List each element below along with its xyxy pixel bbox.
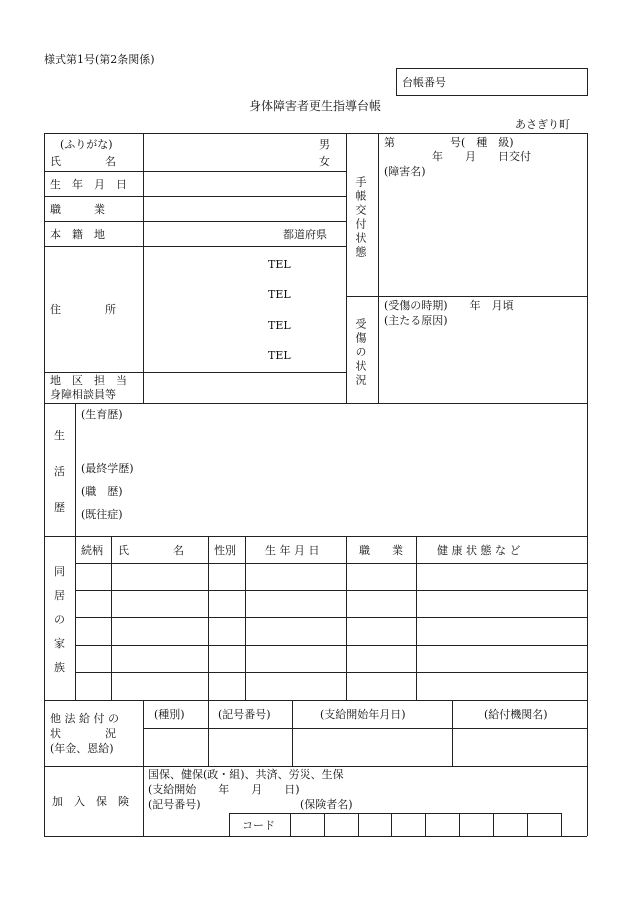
benefits-header-start-date: (支給開始年月日) xyxy=(320,708,406,721)
insurance-number-label: (記号番号) xyxy=(148,798,201,811)
sex-male[interactable]: 男 xyxy=(319,138,330,151)
family-label-3: の xyxy=(54,613,65,626)
form-number: 様式第1号(第2条関係) xyxy=(44,53,155,66)
life-history-label-1: 生 xyxy=(54,429,65,442)
family-label-4: 家 xyxy=(54,637,65,650)
domicile-label: 本 籍 地 xyxy=(50,228,105,241)
family-header-occupation: 職 業 xyxy=(359,544,403,557)
education-label: (最終学歴) xyxy=(81,462,134,475)
address-field[interactable] xyxy=(145,248,344,370)
family-label-2: 居 xyxy=(54,589,65,602)
address-label: 住 所 xyxy=(50,303,116,316)
code-label: コード xyxy=(242,819,275,832)
handbook-number-line: 第 号( 種 級) xyxy=(384,136,514,149)
disability-name-label: (障害名) xyxy=(384,165,426,178)
tel-label-2: TEL xyxy=(268,288,291,301)
benefits-label-1: 他 法 給 付 の xyxy=(50,712,119,725)
name-label: 氏 名 xyxy=(50,155,116,168)
family-label-5: 族 xyxy=(54,661,65,674)
insurance-label: 加 入 保 険 xyxy=(52,795,129,808)
tel-label-1: TEL xyxy=(268,258,291,271)
family-row[interactable] xyxy=(76,673,586,699)
injury-time-label: (受傷の時期) 年 月頃 xyxy=(384,299,514,312)
benefits-header-type: (種別) xyxy=(154,708,185,721)
tel-label-4: TEL xyxy=(268,349,291,362)
family-header-health: 健 康 状 態 な ど xyxy=(437,544,521,557)
insurance-start-date: (支給開始 年 月 日) xyxy=(148,783,300,796)
injury-field[interactable] xyxy=(380,330,585,401)
occupation-label: 職 業 xyxy=(50,203,105,216)
benefits-header-number: (記号番号) xyxy=(218,708,271,721)
occupation-field[interactable] xyxy=(145,198,344,219)
family-header-name: 氏 名 xyxy=(118,544,184,557)
handbook-issue-date: 年 月 日交付 xyxy=(432,150,531,163)
benefits-label-3: (年金、恩給) xyxy=(50,742,114,755)
benefits-row[interactable] xyxy=(144,729,586,765)
family-row[interactable] xyxy=(76,591,586,616)
benefits-label-2: 状 況 xyxy=(50,727,116,740)
handbook-field[interactable] xyxy=(380,180,585,294)
career-label: (職 歴) xyxy=(81,485,123,498)
benefits-header-agency: (給付機関名) xyxy=(484,708,548,721)
town-name: あさぎり町 xyxy=(515,118,570,131)
insurer-name-label: (保険者名) xyxy=(300,798,353,811)
sex-female[interactable]: 女 xyxy=(319,155,330,168)
family-row[interactable] xyxy=(76,646,586,671)
birth-date-field[interactable] xyxy=(145,173,344,194)
name-field[interactable] xyxy=(145,135,310,169)
life-history-field[interactable] xyxy=(150,405,585,534)
family-row[interactable] xyxy=(76,564,586,589)
family-row[interactable] xyxy=(76,618,586,644)
document-title: 身体障害者更生指導台帳 xyxy=(248,99,381,113)
insurance-types: 国保、健保(政・組)、共済、労災、生保 xyxy=(148,768,344,781)
upbringing-label: (生育歴) xyxy=(81,408,123,421)
counselor-label: 身障相談員等 xyxy=(50,388,116,401)
furigana-label: (ふりがな) xyxy=(60,138,113,151)
prefecture-label: 都道府県 xyxy=(283,228,327,241)
life-history-label-3: 歴 xyxy=(54,501,65,514)
ledger-number-label: 台帳番号 xyxy=(402,76,446,89)
code-boxes[interactable] xyxy=(291,814,560,835)
family-label-1: 同 xyxy=(54,565,65,578)
family-header-relation: 続柄 xyxy=(81,544,103,557)
family-header-sex: 性別 xyxy=(214,544,236,557)
injury-cause-label: (主たる原因) xyxy=(384,314,448,327)
medical-history-label: (既往症) xyxy=(81,508,123,521)
handbook-vertical-label: 手帳交付状態 xyxy=(354,176,367,260)
life-history-label-2: 活 xyxy=(54,465,65,478)
injury-vertical-label: 受傷の状況 xyxy=(354,318,367,388)
district-label: 地 区 担 当 xyxy=(50,374,127,387)
birth-date-label: 生 年 月 日 xyxy=(50,178,127,191)
counselor-field[interactable] xyxy=(145,374,344,401)
family-header-birth: 生 年 月 日 xyxy=(265,544,320,557)
domicile-field[interactable] xyxy=(145,223,280,244)
tel-label-3: TEL xyxy=(268,319,291,332)
